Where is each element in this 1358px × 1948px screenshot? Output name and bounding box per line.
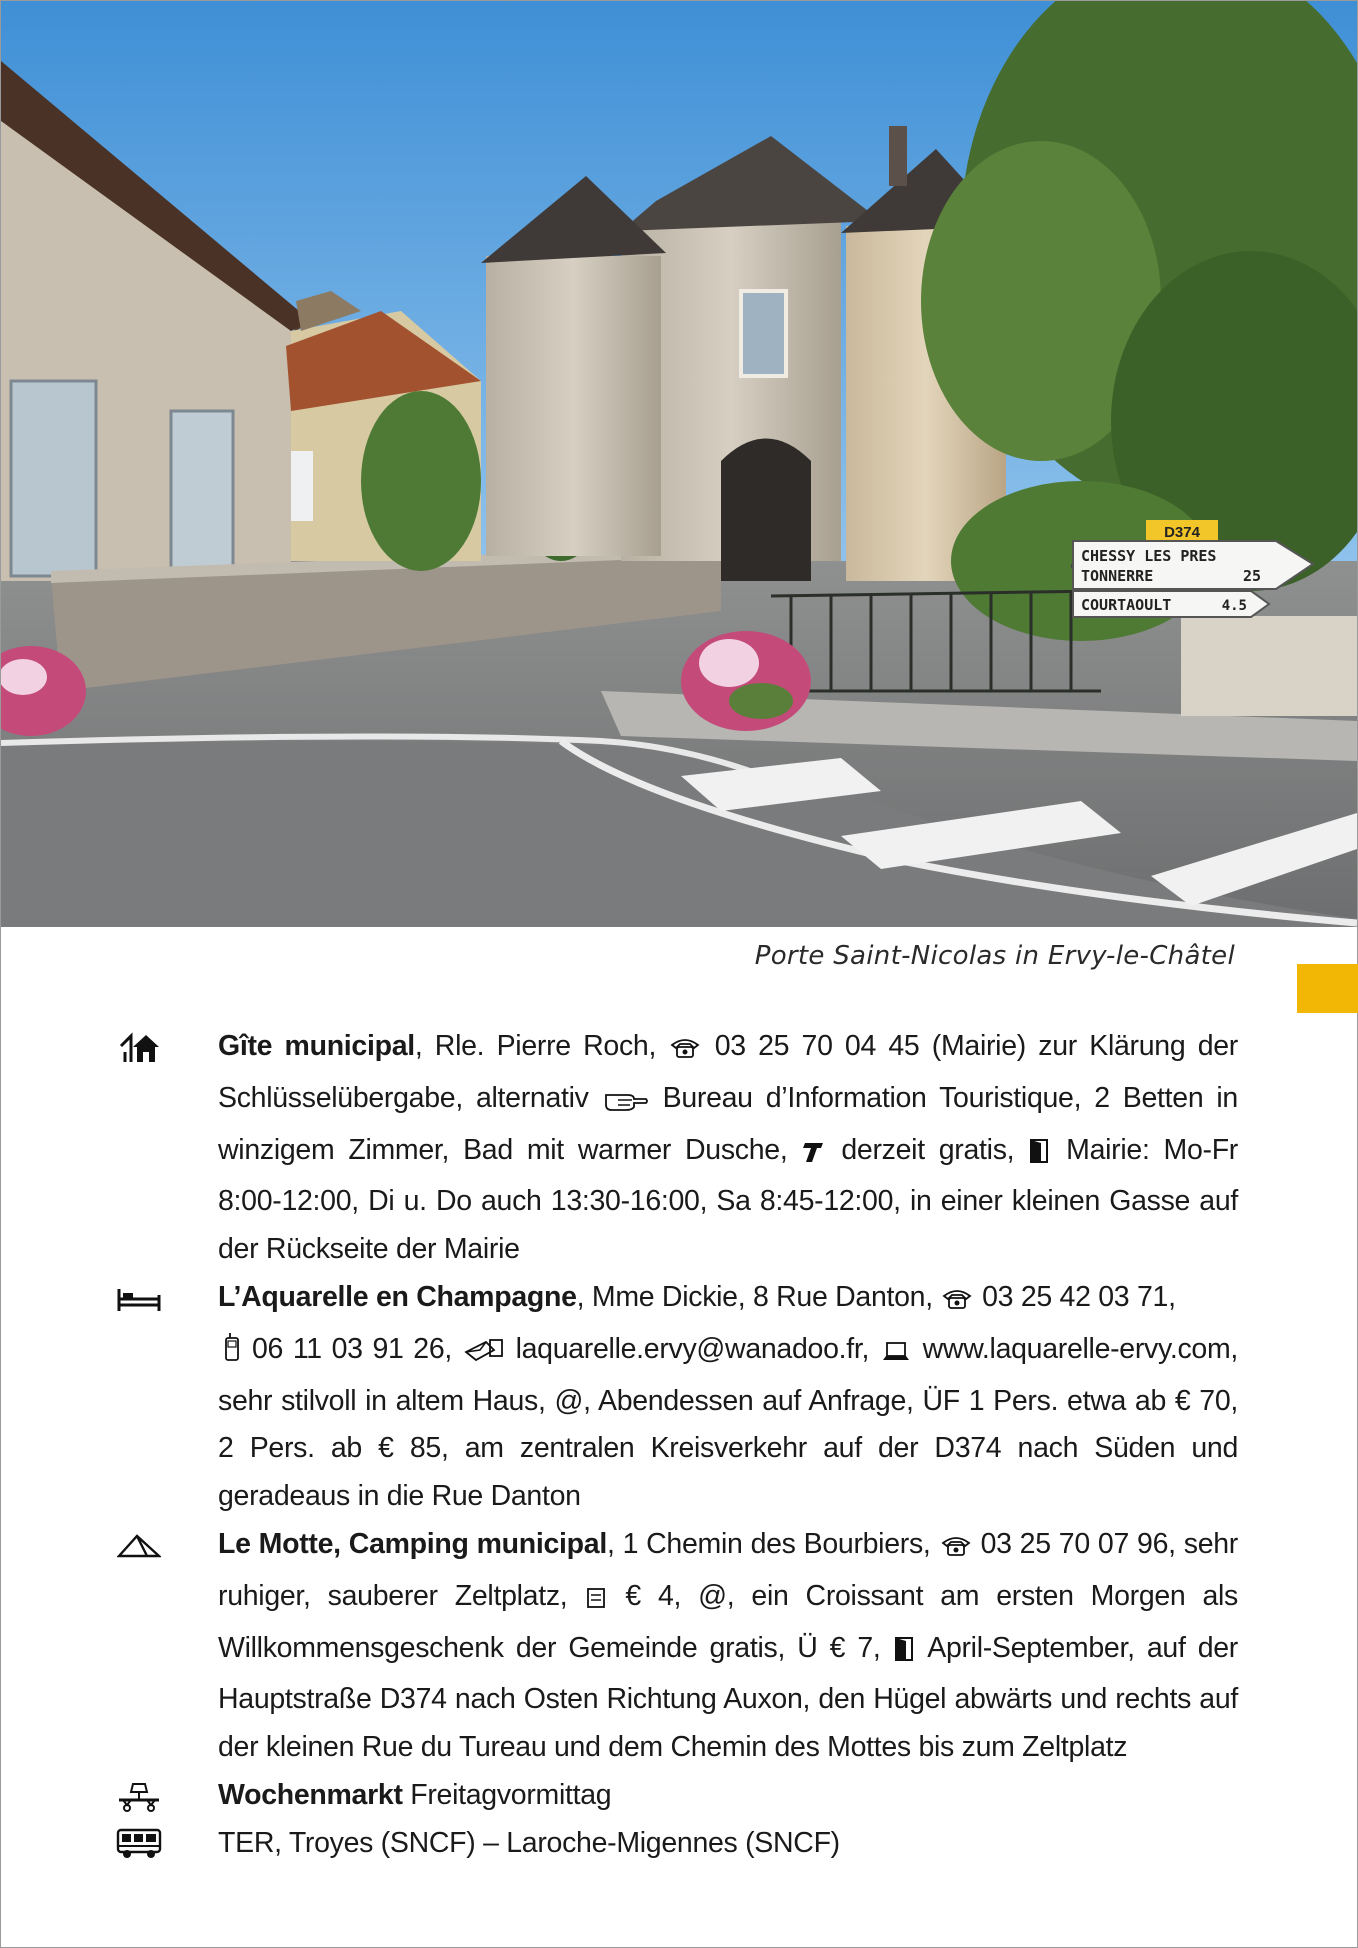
tent-icon bbox=[116, 1528, 162, 1564]
phone-icon bbox=[941, 1525, 971, 1573]
entry-gite-note: (Mairie) zur Klärung der Schlüsselübergabe, alternativ bbox=[218, 1030, 1238, 1114]
mobile-phone-icon bbox=[222, 1330, 242, 1378]
entry-market-text bbox=[218, 1772, 1238, 1820]
entry-market-name: Wochenmarkt bbox=[218, 1778, 403, 1811]
sign-line3: COURTAOULT bbox=[1081, 596, 1172, 614]
entry-gite-hours: Mairie: Mo-Fr 8:00-12:00, Di u. Do auch 13:30-16:00, Sa 8:45-12:00, in einer kleinen Gasse auf der Rückseite der Mairie bbox=[218, 1133, 1239, 1266]
entry-camping bbox=[0, 1521, 1358, 1772]
market-stall-icon bbox=[116, 1779, 162, 1815]
door-open-icon bbox=[895, 1629, 915, 1677]
entry-aquarelle-details: sehr stilvoll in altem Haus, @, Abendessen auf Anfrage, ÜF 1 Pers. etwa ab € 70, 2 Pers. ab € 85, am zentralen Kreisverkehr auf der D374 nach Süden und geradeaus in die Rue Danton bbox=[218, 1384, 1238, 1513]
sign-route: D374 bbox=[1164, 524, 1200, 541]
photo-porte-saint-nicolas bbox=[1, 1, 1357, 927]
entry-camping-details: € 4, @, ein Croissant am ersten Morgen als Willkommensgeschenk der Gemeinde gratis, Ü € 7, bbox=[218, 1579, 1239, 1664]
entry-transport-text bbox=[218, 1820, 1238, 1868]
entry-camping-name: Le Motte, Camping municipal bbox=[218, 1527, 607, 1560]
photo-caption: Porte Saint-Nicolas in Ervy-le-Châtel bbox=[754, 941, 1235, 971]
entry-market bbox=[0, 1772, 1358, 1820]
price-tag-icon bbox=[803, 1131, 825, 1179]
entry-gite bbox=[0, 1023, 1358, 1274]
entry-gite-text bbox=[218, 1023, 1238, 1274]
entry-aquarelle-mobile: 06 11 03 91 26, bbox=[252, 1332, 453, 1365]
entry-gite-details: Bureau d’Information Touristique, 2 Betten in winzigem Zimmer, Bad mit warmer Dusche, bbox=[218, 1081, 1238, 1166]
sign-line3-km: 4.5 bbox=[1221, 598, 1247, 614]
sign-line2: TONNERRE bbox=[1081, 567, 1154, 585]
listing-entries bbox=[0, 1023, 1358, 1868]
entry-aquarelle bbox=[0, 1274, 1358, 1521]
entry-transport-route: TER, Troyes (SNCF) – Laroche-Migennes (SNCF) bbox=[218, 1826, 840, 1859]
entry-camping-text bbox=[218, 1521, 1238, 1772]
phone-icon bbox=[942, 1278, 972, 1326]
entry-market-day: Freitagvormittag bbox=[402, 1778, 612, 1811]
entry-gite-address: , Rle. Pierre Roch, bbox=[414, 1030, 669, 1062]
entry-aquarelle-name: L’Aquarelle en Champagne bbox=[218, 1280, 577, 1313]
entry-camping-season: April-September, auf der Hauptstraße D374 nach Osten Richtung Auxon, den Hügel abwärts und rechts auf der kleinen Rue du Tureau und dem Chemin des Mottes bis zum Zeltplatz bbox=[218, 1631, 1238, 1764]
door-open-icon bbox=[1030, 1131, 1050, 1179]
entry-gite-phone: 03 25 70 04 45 bbox=[714, 1030, 920, 1062]
bed-icon bbox=[116, 1281, 162, 1317]
phone-icon bbox=[670, 1027, 700, 1075]
chapter-thumb-tab bbox=[1297, 964, 1358, 1013]
entry-aquarelle-address: , Mme Dickie, 8 Rue Danton, bbox=[576, 1280, 941, 1313]
entry-aquarelle-text bbox=[218, 1274, 1238, 1521]
entry-aquarelle-email[interactable]: laquarelle.ervy@wanadoo.fr, bbox=[515, 1332, 870, 1365]
entry-transport bbox=[0, 1820, 1358, 1868]
sign-line1: CHESSY LES PRES bbox=[1081, 547, 1217, 565]
entry-aquarelle-phone: 03 25 42 03 71, bbox=[982, 1280, 1176, 1313]
pitch-fee-icon bbox=[586, 1577, 606, 1625]
sign-line2-km: 25 bbox=[1242, 567, 1261, 585]
entry-camping-address: , 1 Chemin des Bourbiers, bbox=[606, 1527, 939, 1560]
entry-gite-name: Gîte municipal bbox=[218, 1030, 415, 1062]
entry-gite-price: derzeit gratis, bbox=[827, 1133, 1029, 1166]
entry-aquarelle-website[interactable]: www.laquarelle-ervy.com, bbox=[922, 1332, 1239, 1365]
pointing-hand-icon bbox=[604, 1079, 648, 1127]
entry-camping-note: , sehr ruhiger, sauberer Zeltplatz, bbox=[218, 1527, 1238, 1612]
entry-camping-phone: 03 25 70 07 96 bbox=[980, 1527, 1169, 1560]
bus-icon bbox=[116, 1825, 162, 1861]
gite-house-icon bbox=[116, 1030, 162, 1066]
laptop-icon bbox=[881, 1330, 911, 1378]
email-icon bbox=[464, 1330, 504, 1378]
